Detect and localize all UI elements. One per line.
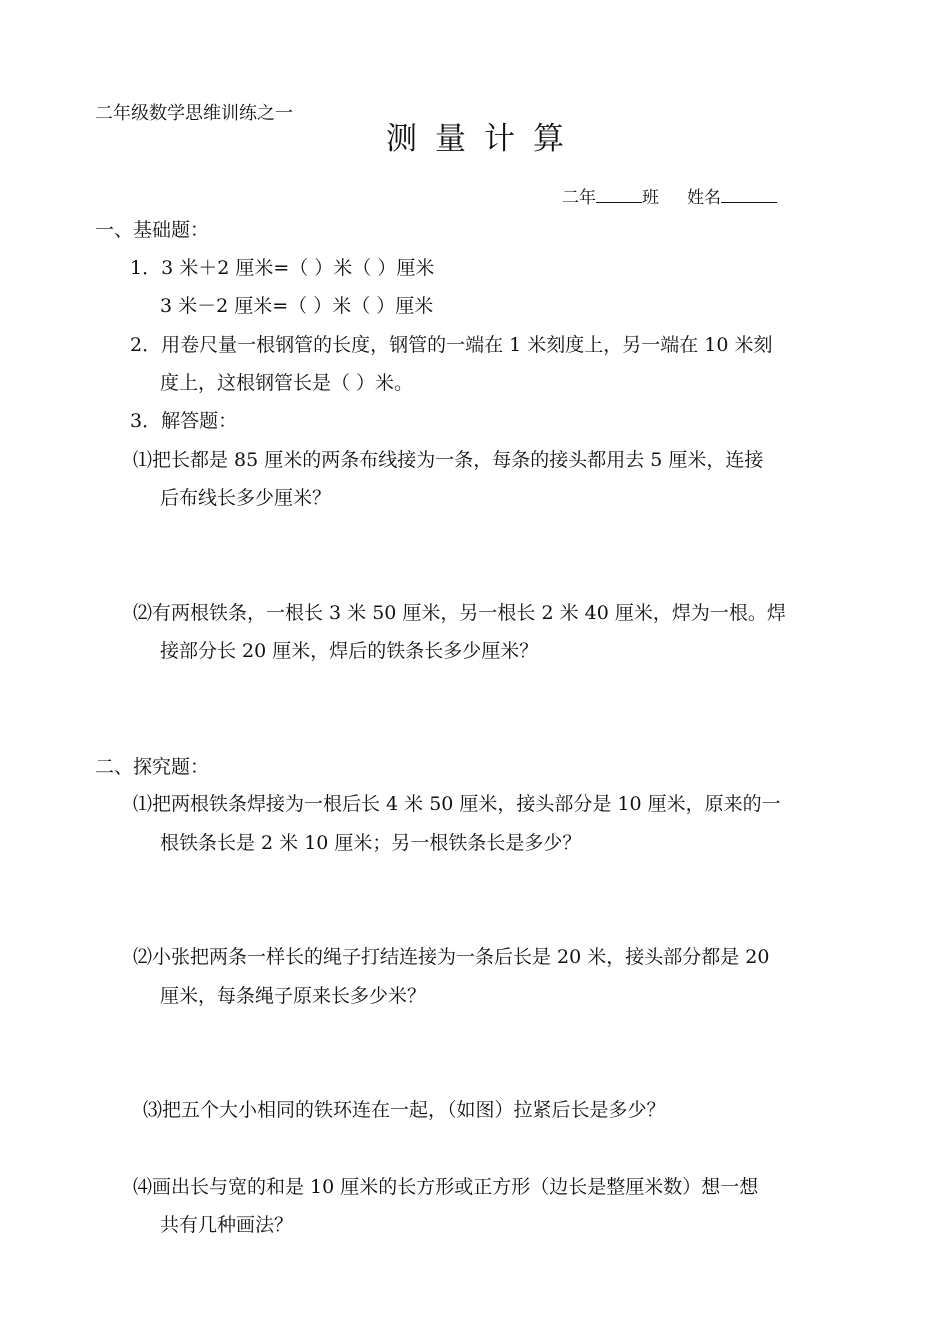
problem-1-line-1: ⑴把长都是 85 厘米的两条布线接为一条，每条的接头都用去 5 厘米，连接 — [133, 449, 764, 471]
section-explore-heading: 二、探究题： — [95, 756, 210, 778]
explore-problem-4-line-1: ⑷画出长与宽的和是 10 厘米的长方形或正方形（边长是整厘米数）想一想 — [133, 1176, 759, 1198]
question-1-line-2: 3 米－2 厘米=（ ）米（ ）厘米 — [160, 295, 434, 317]
problem-2-line-2: 接部分长 20 厘米，焊后的铁条长多少厘米？ — [160, 640, 539, 662]
problem-1-line-2: 后布线长多少厘米？ — [160, 487, 332, 509]
explore-problem-1-line-2: 根铁条长是 2 米 10 厘米；另一根铁条长是多少？ — [160, 832, 582, 854]
class-suffix: 班 — [642, 188, 659, 208]
series-label: 二年级数学思维训练之一 — [95, 103, 293, 124]
section-basic-heading: 一、基础题： — [95, 219, 210, 241]
explore-problem-2-line-2: 厘米，每条绳子原来长多少米？ — [160, 985, 427, 1007]
explore-problem-1-line-1: ⑴把两根铁条焊接为一根后长 4 米 50 厘米，接头部分是 10 厘米，原来的一 — [133, 793, 781, 815]
explore-problem-2-line-1: ⑵小张把两条一样长的绳子打结连接为一条后长是 20 米，接头部分都是 20 — [133, 946, 770, 968]
explore-problem-4-line-2: 共有几种画法？ — [160, 1214, 294, 1236]
page-title: 测量计算 — [386, 121, 582, 157]
question-1-line-1: 1．3 米＋2 厘米=（ ）米（ ）厘米 — [130, 257, 435, 279]
class-prefix: 二年 — [562, 188, 596, 208]
name-label: 姓名 — [687, 188, 721, 208]
name-blank — [721, 188, 777, 203]
problem-2-line-1: ⑵有两根铁条，一根长 3 米 50 厘米，另一根长 2 米 40 厘米，焊为一根。焊 — [133, 602, 786, 624]
question-2-line-2: 度上，这根钢管长是（ ）米。 — [160, 372, 414, 394]
student-info — [562, 188, 777, 207]
explore-problem-3-line-1: ⑶把五个大小相同的铁环连在一起，（如图）拉紧后长是多少？ — [143, 1099, 666, 1121]
class-blank — [596, 188, 642, 203]
question-2-line-1: 2．用卷尺量一根钢管的长度，钢管的一端在 1 米刻度上，另一端在 10 米刻 — [130, 334, 773, 356]
question-3-heading: 3．解答题： — [130, 410, 238, 432]
